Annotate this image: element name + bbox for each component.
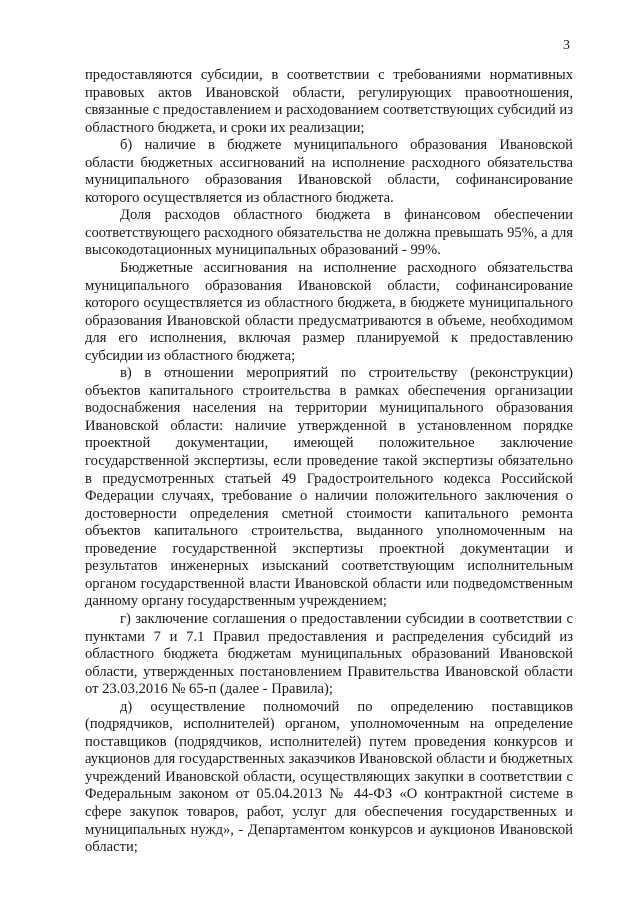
paragraph-item-g: г) заключение соглашения о предоставлении субсидии в соответствии с пунктами 7 и 7.1 Правил предоставления и распределения субсидий из областного бюджета бюджетам муниципальных образований Ивановской области, утвержденных постановлением Правительства Ивановской области от 23.03.2016 № 65-п (далее - Правила);	[85, 610, 573, 698]
document-body	[85, 67, 573, 857]
paragraph-continuation: предоставляются субсидии, в соответствии с требованиями нормативных правовых актов Ивановской области, регулирующих правоотношения, связанные с предоставлением и расходованием соответствующих субсидий из областного бюджета, и сроки их реализации;	[85, 67, 573, 136]
paragraph-budget-allocations: Бюджетные ассигнования на исполнение расходного обязательства муниципального образования Ивановской области, софинансирование которого осуществляется из областного бюджета, в бюджете муниципального образования Ивановской области предусматриваются в объеме, необходимом для его исполнения, включая размер планируемой к предоставлению субсидии из областного бюджета;	[85, 260, 573, 364]
paragraph-item-v: в) в отношении мероприятий по строительству (реконструкции) объектов капитального строительства в рамках обеспечения организации водоснабжения населения на территории муниципального образования Ивановской области: наличие утвержденной в установленном порядке проектной документации, имеющей положительное заключение государственной экспертизы, если проведение такой экспертизы обязательно в предусмотренных статьей 49 Градостроительного кодекса Российской Федерации случаях, требование о наличии положительного заключения о достоверности определения сметной стоимости капитального ремонта объектов капитального строительства, выданного уполномоченным на проведение государственной экспертизы проектной документации и результатов инженерных изысканий соответствующим исполнительным органом государственной власти Ивановской области или подведомственным данному органу государственным учреждением;	[85, 365, 573, 610]
paragraph-item-b: б) наличие в бюджете муниципального образования Ивановской области бюджетных ассигнований на исполнение расходного обязательства муниципального образования Ивановской области, софинансирование которого осуществляется из областного бюджета.	[85, 137, 573, 206]
page-number: 3	[563, 38, 570, 53]
paragraph-item-d: д) осуществление полномочий по определению поставщиков (подрядчиков, исполнителей) органом, уполномоченным на определение поставщиков (подрядчиков, исполнителей) путем проведения конкурсов и аукционов для государственных заказчиков Ивановской области и бюджетных учреждений Ивановской области, осуществляющих закупки в соответствии с Федеральным законом от 05.04.2013 № 44-ФЗ «О контрактной системе в сфере закупок товаров, работ, услуг для обеспечения государственных и муниципальных нужд», - Департаментом конкурсов и аукционов Ивановской области;	[85, 698, 573, 856]
paragraph-budget-share: Доля расходов областного бюджета в финансовом обеспечении соответствующего расходного обязательства не должна превышать 95%, а для высокодотационных муниципальных образований - 99%.	[85, 207, 573, 259]
